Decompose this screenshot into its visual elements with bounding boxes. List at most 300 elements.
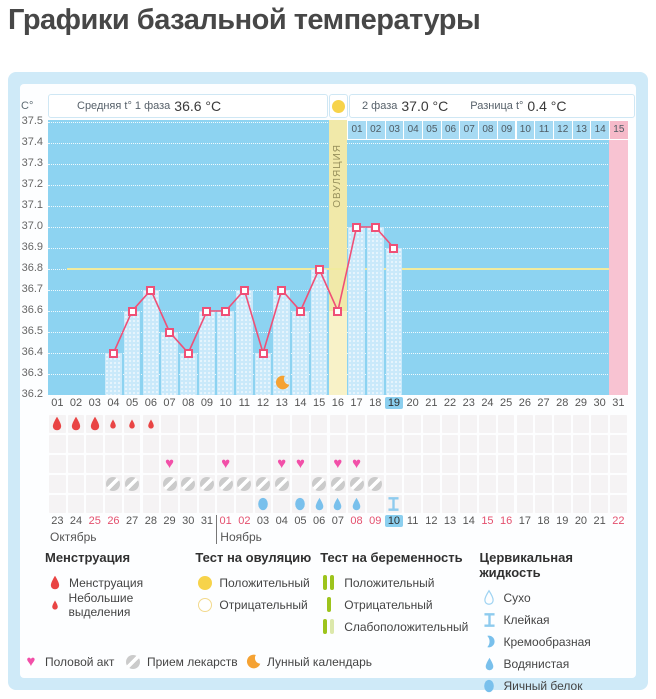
legend-group [320, 550, 479, 699]
temp-bar [217, 311, 234, 395]
test-row-cell [161, 435, 178, 453]
dpo-cell: 13 [572, 120, 592, 140]
watery-icon [332, 497, 343, 511]
bars-positive-icon [320, 575, 340, 590]
date-label: 18 [537, 515, 550, 527]
intercourse-row-cell [573, 455, 590, 473]
dpo-cell: 14 [590, 120, 610, 140]
circle-outline-icon [195, 598, 215, 612]
cycle-day-label: 18 [369, 397, 382, 409]
menstruation-row-cell [404, 415, 421, 433]
pill-icon [275, 477, 289, 491]
pill-icon [106, 477, 120, 491]
legend-item [479, 589, 635, 606]
cycle-day-label: 20 [406, 397, 419, 409]
legend-item [45, 590, 195, 619]
temp-bar [255, 353, 272, 395]
test-row-cell [105, 435, 122, 453]
test-row-cell [68, 435, 85, 453]
date-label: 13 [443, 515, 457, 527]
menstruation-row-cell [591, 415, 608, 433]
medication-row-cell [423, 475, 440, 493]
y-tick-label: 37.5 [21, 115, 43, 127]
test-row-cell [199, 435, 216, 453]
month-label: Ноябрь [220, 530, 262, 544]
legend-item-label: Прием лекарств [147, 654, 238, 669]
temp-point [333, 307, 342, 316]
y-tick-label: 36.7 [21, 283, 43, 295]
date-label: 09 [369, 515, 382, 527]
cycle-day-label: 07 [163, 397, 176, 409]
y-axis [21, 115, 48, 400]
intercourse-row-cell [591, 455, 608, 473]
legend-item [479, 677, 635, 694]
y-tick-label: 36.6 [21, 304, 43, 316]
y-tick-label: 36.9 [21, 241, 43, 253]
temp-point [202, 307, 211, 316]
temp-point [259, 349, 268, 358]
cycle-day-label: 23 [462, 397, 475, 409]
heart-icon: ♥ [26, 653, 36, 670]
drop-small-icon [147, 419, 155, 429]
chart-header [21, 94, 635, 118]
cycle-day-label: 29 [574, 397, 588, 409]
cycle-day-label: 08 [182, 397, 195, 409]
cervical-fluid-row-cell [124, 495, 141, 513]
medication-row-cell [591, 475, 608, 493]
cervical-fluid-row-cell [460, 495, 477, 513]
intercourse-row-cell [423, 455, 440, 473]
pill-icon [331, 477, 345, 491]
intercourse-row-cell [311, 455, 328, 473]
y-tick-label: 37.3 [21, 157, 43, 169]
cycle-day-label: 09 [200, 397, 214, 409]
medication-row-cell [273, 475, 290, 493]
ovulation-test-indicator [329, 94, 348, 118]
cycle-day-label: 06 [144, 397, 157, 409]
legend-item-label: Половой акт [45, 654, 115, 669]
temp-point [109, 349, 118, 358]
moon-icon [243, 654, 263, 669]
y-tick-label: 36.3 [21, 367, 43, 379]
current-cycle-day: 19 [385, 397, 403, 409]
menstruation-row-cell [255, 415, 272, 433]
intercourse-row-cell [105, 455, 122, 473]
heart-icon: ♥ [221, 455, 231, 473]
eggwhite-icon [479, 679, 499, 693]
dpo-cell: 04 [403, 120, 423, 140]
medication-row-cell [460, 475, 477, 493]
drop-big-icon [89, 416, 101, 431]
legend-item-label: Отрицательный [219, 597, 308, 612]
menstruation-row-cell [386, 415, 403, 433]
temp-bar [161, 332, 178, 395]
coverline [67, 268, 609, 270]
test-row-cell [517, 435, 534, 453]
cervical-fluid-row-cell [573, 495, 590, 513]
intercourse-row-cell [460, 455, 477, 473]
menstruation-row-cell [292, 415, 309, 433]
intercourse-row-cell [217, 455, 234, 473]
intercourse-row-cell [479, 455, 496, 473]
chart-panel [8, 72, 648, 693]
temp-bar [311, 269, 328, 395]
circle-filled-icon [195, 576, 215, 590]
month-label: Октябрь [50, 530, 97, 544]
date-label: 29 [163, 515, 176, 527]
intercourse-row-cell [86, 455, 103, 473]
test-row-cell [573, 435, 590, 453]
intercourse-row-cell [330, 455, 347, 473]
temp-point [315, 265, 324, 274]
legend-item-label: Положительный [219, 575, 310, 590]
intercourse-row-cell [404, 455, 421, 473]
cycle-day-label: 30 [593, 397, 606, 409]
eggwhite-icon [257, 497, 269, 511]
menstruation-row-cell [479, 415, 496, 433]
cycle-day-label: 15 [313, 397, 326, 409]
cervical-fluid-row-cell [217, 495, 234, 513]
menstruation-row-cell [348, 415, 365, 433]
test-row-cell [236, 435, 253, 453]
intercourse-row-cell [236, 455, 253, 473]
menstruation-row-cell [498, 415, 515, 433]
test-row-cell [124, 435, 141, 453]
date-label: 11 [406, 515, 419, 527]
medication-row-cell [404, 475, 421, 493]
dpo-cell: 10 [516, 120, 536, 140]
cervical-fluid-row-cell [199, 495, 216, 513]
watery-icon [351, 497, 362, 511]
cervical-fluid-row-cell [535, 495, 552, 513]
legend-item [320, 618, 479, 635]
pill-icon [312, 477, 326, 491]
test-row-cell [386, 435, 403, 453]
medication-row-cell [68, 475, 85, 493]
temp-point [128, 307, 137, 316]
dpo-cell: 06 [441, 120, 461, 140]
menstruation-row-cell [105, 415, 122, 433]
medication-row-cell [348, 475, 365, 493]
dpo-cell: 08 [478, 120, 498, 140]
diff-label: Разница t° [470, 100, 524, 112]
intercourse-row-cell [255, 455, 272, 473]
date-label: 02 [238, 515, 251, 527]
cervical-fluid-row-cell [423, 495, 440, 513]
intercourse-row-cell [498, 455, 515, 473]
intercourse-row-cell [292, 455, 309, 473]
pill-icon [256, 477, 270, 491]
temp-bar [124, 311, 141, 395]
test-row-cell [554, 435, 571, 453]
cervical-fluid-row-cell [143, 495, 160, 513]
ovulation-label: ОВУЛЯЦИЯ [331, 144, 343, 208]
date-label: 25 [88, 515, 101, 527]
date-label: 16 [500, 515, 513, 527]
medication-row-cell [535, 475, 552, 493]
temp-bar [367, 227, 384, 395]
legend-group [479, 550, 635, 699]
legend-item [243, 653, 372, 670]
moon-icon [275, 375, 290, 395]
x-axis-cycle-days [48, 395, 628, 414]
date-label: 31 [200, 515, 214, 527]
medication-row-cell [554, 475, 571, 493]
date-label: 30 [182, 515, 195, 527]
medication-row-cell [498, 475, 515, 493]
legend-item [195, 596, 320, 613]
test-row-cell [535, 435, 552, 453]
medication-row-cell [217, 475, 234, 493]
dpo-cell: 12 [553, 120, 573, 140]
dpo-cell: 02 [366, 120, 386, 140]
plot-area [48, 120, 628, 395]
menstruation-row-cell [442, 415, 459, 433]
phase2-label: 2 фаза [362, 100, 398, 112]
cycle-day-label: 03 [88, 397, 101, 409]
test-row-cell [255, 435, 272, 453]
temp-bar [105, 353, 122, 395]
month-divider [216, 515, 217, 544]
bars-negative-icon [320, 597, 340, 612]
intercourse-row-cell [49, 455, 66, 473]
intercourse-row-cell [124, 455, 141, 473]
legend-item [195, 574, 320, 591]
menstruation-row-cell [517, 415, 534, 433]
cervical-fluid-row-cell [68, 495, 85, 513]
watery-icon [314, 497, 325, 511]
temp-point [165, 328, 174, 337]
cervical-fluid-row-cell [554, 495, 571, 513]
cervical-fluid-row-cell [404, 495, 421, 513]
y-tick-label: 37.2 [21, 178, 43, 190]
chart-card [20, 84, 636, 693]
today-date: 10 [385, 515, 403, 527]
pill-icon [237, 477, 251, 491]
menstruation-row-cell [273, 415, 290, 433]
cervical-fluid-row-cell [311, 495, 328, 513]
temp-bar [143, 290, 160, 395]
cervical-fluid-row-cell [273, 495, 290, 513]
medication-row-cell [479, 475, 496, 493]
legend-group-title: Цервикальная жидкость [479, 550, 573, 580]
dpo-cell: 05 [422, 120, 442, 140]
medication-row-cell [255, 475, 272, 493]
medication-row-cell [442, 475, 459, 493]
test-row-cell [217, 435, 234, 453]
temp-bar [386, 248, 403, 395]
expected-period-column [609, 120, 628, 395]
cervical-fluid-row-cell [292, 495, 309, 513]
y-tick-label: 36.5 [21, 325, 43, 337]
date-label: 07 [331, 515, 344, 527]
medication-row-cell [367, 475, 384, 493]
medication-row-cell [161, 475, 178, 493]
test-row-cell [180, 435, 197, 453]
legend-item-label: Водянистая [503, 656, 570, 671]
cervical-fluid-row-cell [591, 495, 608, 513]
phase1-value: 36.6 °C [174, 98, 222, 114]
medication-row-cell [180, 475, 197, 493]
temp-point [184, 349, 193, 358]
intercourse-row-cell [161, 455, 178, 473]
y-tick-label: 37.0 [21, 220, 43, 232]
date-label [385, 515, 404, 527]
dpo-cell: 07 [459, 120, 479, 140]
cycle-day-label: 04 [107, 397, 120, 409]
temp-point [240, 286, 249, 295]
cervical-fluid-row-cell [105, 495, 122, 513]
intercourse-row-cell [535, 455, 552, 473]
cycle-day-label: 14 [294, 397, 307, 409]
test-row-cell [498, 435, 515, 453]
medication-row-cell [311, 475, 328, 493]
cervical-fluid-row-cell [180, 495, 197, 513]
cervical-fluid-row-cell [161, 495, 178, 513]
pill-icon [368, 477, 382, 491]
legend-item-label: Отрицательный [344, 597, 433, 612]
test-row-cell [143, 435, 160, 453]
ovulation-positive-icon [332, 100, 345, 113]
cervical-fluid-row-cell [442, 495, 459, 513]
legend-item-label: Лунный календарь [267, 654, 373, 669]
temp-point [296, 307, 305, 316]
cervical-fluid-row-cell [610, 495, 627, 513]
legend-group-title: Менструация [45, 550, 131, 565]
medication-row-cell [610, 475, 627, 493]
medication-row-cell [143, 475, 160, 493]
heart-icon: ♥ [333, 455, 343, 473]
legend-item-label: Кремообразная [503, 634, 591, 649]
cycle-day-label: 17 [350, 397, 363, 409]
cervical-fluid-row-cell [479, 495, 496, 513]
cycle-day-label: 26 [518, 397, 531, 409]
phase1-summary [48, 94, 328, 118]
drop-big-icon [51, 416, 63, 431]
drop-small-icon [109, 419, 117, 429]
date-label: 21 [593, 515, 606, 527]
date-label: 14 [462, 515, 475, 527]
y-axis-unit-label: C° [21, 100, 34, 112]
legend [21, 550, 635, 693]
menstruation-row-cell [236, 415, 253, 433]
bars-weak-icon [320, 619, 340, 634]
legend-item-label: Клейкая [503, 612, 550, 627]
date-label: 15 [481, 515, 494, 527]
date-label: 01 [219, 515, 232, 527]
temp-bar [348, 227, 365, 395]
date-label: 27 [126, 515, 139, 527]
date-label: 04 [275, 515, 288, 527]
legend-groups [45, 550, 635, 699]
legend-group [45, 550, 195, 699]
date-label: 26 [107, 515, 120, 527]
medication-row-cell [236, 475, 253, 493]
test-row-cell [404, 435, 421, 453]
date-label: 22 [612, 515, 625, 527]
intercourse-row-cell [143, 455, 160, 473]
cervical-fluid-row-cell [330, 495, 347, 513]
cycle-day-label: 31 [612, 397, 625, 409]
legend-item [320, 574, 479, 591]
cervical-fluid-row-cell [255, 495, 272, 513]
drop-small-icon [45, 600, 65, 610]
menstruation-row-cell [423, 415, 440, 433]
cycle-day-label: 02 [69, 397, 83, 409]
test-row-cell [86, 435, 103, 453]
dpo-cell: 15 [609, 120, 629, 140]
page-title: Графики базальной температуры [8, 4, 481, 36]
creamy-icon [479, 635, 499, 648]
test-row-cell [273, 435, 290, 453]
legend-item-label: Слабоположительный [344, 619, 469, 634]
temp-point [389, 244, 398, 253]
test-row-cell [610, 435, 627, 453]
menstruation-row-cell [330, 415, 347, 433]
date-label: 24 [69, 515, 83, 527]
event-grid [48, 414, 628, 514]
dpo-cell: 09 [497, 120, 517, 140]
pill-icon [219, 477, 233, 491]
phase2-summary [349, 94, 635, 118]
cervical-fluid-row-cell [86, 495, 103, 513]
legend-item [479, 611, 635, 628]
temperature-chart [21, 115, 635, 400]
cycle-day-label: 12 [256, 397, 270, 409]
drop-big-icon [45, 575, 65, 590]
menstruation-row-cell [573, 415, 590, 433]
page [0, 4, 656, 693]
medication-row-cell [49, 475, 66, 493]
cycle-day-label: 05 [126, 397, 139, 409]
calendar-rows [48, 514, 628, 545]
sticky-icon [388, 497, 399, 511]
cycle-day-label: 10 [219, 397, 232, 409]
menstruation-row-cell [143, 415, 160, 433]
legend-item [123, 653, 238, 670]
legend-item-label: Небольшие выделения [68, 590, 134, 619]
heart-icon: ♥ [295, 455, 305, 473]
test-row-cell [348, 435, 365, 453]
date-label: 23 [51, 515, 64, 527]
temp-point [221, 307, 230, 316]
medication-row-cell [573, 475, 590, 493]
medication-row-cell [517, 475, 534, 493]
pill-icon [125, 477, 139, 491]
date-label: 08 [350, 515, 363, 527]
intercourse-row-cell [68, 455, 85, 473]
y-tick-label: 37.1 [21, 199, 43, 211]
medication-row-cell [86, 475, 103, 493]
legend-item [320, 596, 479, 613]
pill-icon [350, 477, 364, 491]
cervical-fluid-row-cell [386, 495, 403, 513]
test-row-cell [442, 435, 459, 453]
ovulation-band-lower [329, 311, 348, 395]
y-tick-label: 36.8 [21, 262, 43, 274]
date-label: 19 [556, 515, 569, 527]
date-label: 12 [425, 515, 438, 527]
temp-point [277, 286, 286, 295]
cycle-day-label: 01 [51, 397, 64, 409]
legend-item-label: Сухо [503, 590, 531, 605]
temp-bar [180, 353, 197, 395]
cycle-day-label: 21 [425, 397, 438, 409]
phase2-value: 37.0 °C [401, 98, 449, 114]
test-row-cell [292, 435, 309, 453]
legend-item [21, 653, 114, 670]
test-row-cell [423, 435, 440, 453]
